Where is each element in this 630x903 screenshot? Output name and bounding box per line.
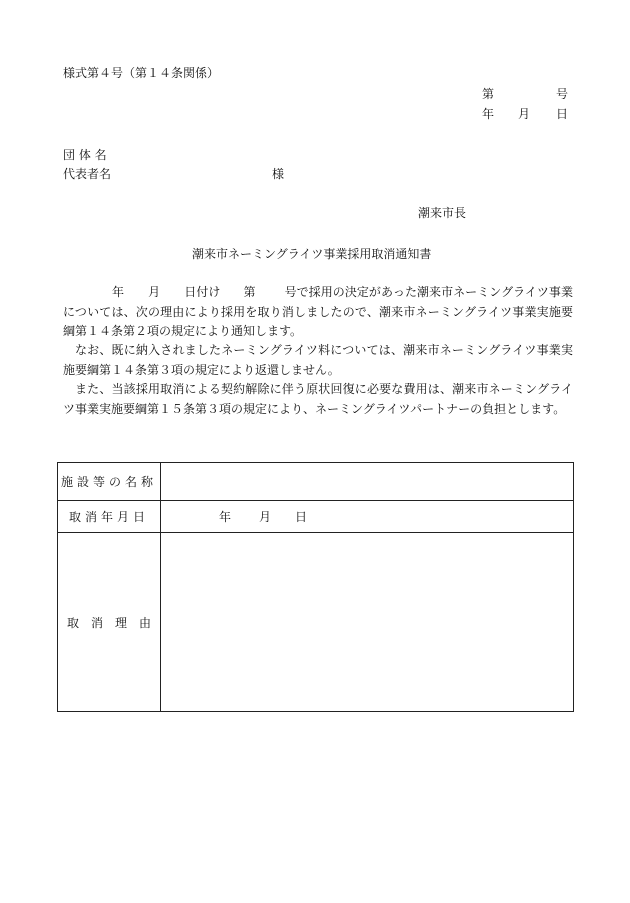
p1-number: 第 — [243, 285, 256, 299]
document-title: 潮来市ネーミングライツ事業採用取消通知書 — [192, 247, 432, 261]
table-row-reason — [58, 533, 574, 712]
body-paragraph-3: また、当該採用取消による契約解除に伴う原状回復に必要な費用は、潮来市ネーミングライツ事業実施要綱第１５条第３項の規定により、ネーミングライツパートナーの負担とします。 — [63, 382, 573, 416]
cancel-date-day: 日 — [295, 510, 308, 524]
sender-mayor: 潮来市長 — [418, 206, 467, 220]
body-paragraph-1 — [63, 283, 573, 342]
table-row-facility — [58, 463, 574, 501]
honorific: 様 — [272, 167, 285, 181]
date-year: 年 — [482, 107, 495, 121]
facility-value[interactable] — [161, 463, 574, 501]
reason-value[interactable] — [161, 533, 574, 712]
date-month: 月 — [518, 107, 531, 121]
facility-label: 施設等の名称 — [58, 463, 161, 501]
date-day: 日 — [556, 107, 569, 121]
cancel-date-value[interactable] — [161, 501, 574, 533]
p1-text: 号で採用の決定があった潮来市ネーミングライツ事業については、次の理由により採用を取り消しましたので、潮来市ネーミングライツ事業実施要綱第１４条第２項の規定により通知します。 — [63, 285, 573, 338]
p1-year: 年 — [112, 285, 125, 299]
form-number: 様式第４号（第１４条関係） — [63, 66, 220, 80]
table-row-cancel-date — [58, 501, 574, 533]
organization-label: 団 体 名 — [63, 148, 107, 162]
info-table — [57, 462, 574, 712]
cancel-date-month: 月 — [259, 510, 272, 524]
doc-number-prefix: 第 — [482, 87, 495, 101]
doc-number-suffix: 号 — [556, 87, 569, 101]
body-paragraph-2: なお、既に納入されましたネーミングライツ料については、潮来市ネーミングライツ事業実施要綱第１４条第３項の規定により返還しません。 — [63, 343, 573, 377]
reason-label: 取 消 理 由 — [58, 533, 161, 712]
p1-day: 日付け — [184, 285, 221, 299]
cancel-date-year: 年 — [219, 510, 232, 524]
cancel-date-label: 取消年月日 — [58, 501, 161, 533]
p1-month: 月 — [148, 285, 161, 299]
representative-label: 代表者名 — [63, 167, 112, 181]
